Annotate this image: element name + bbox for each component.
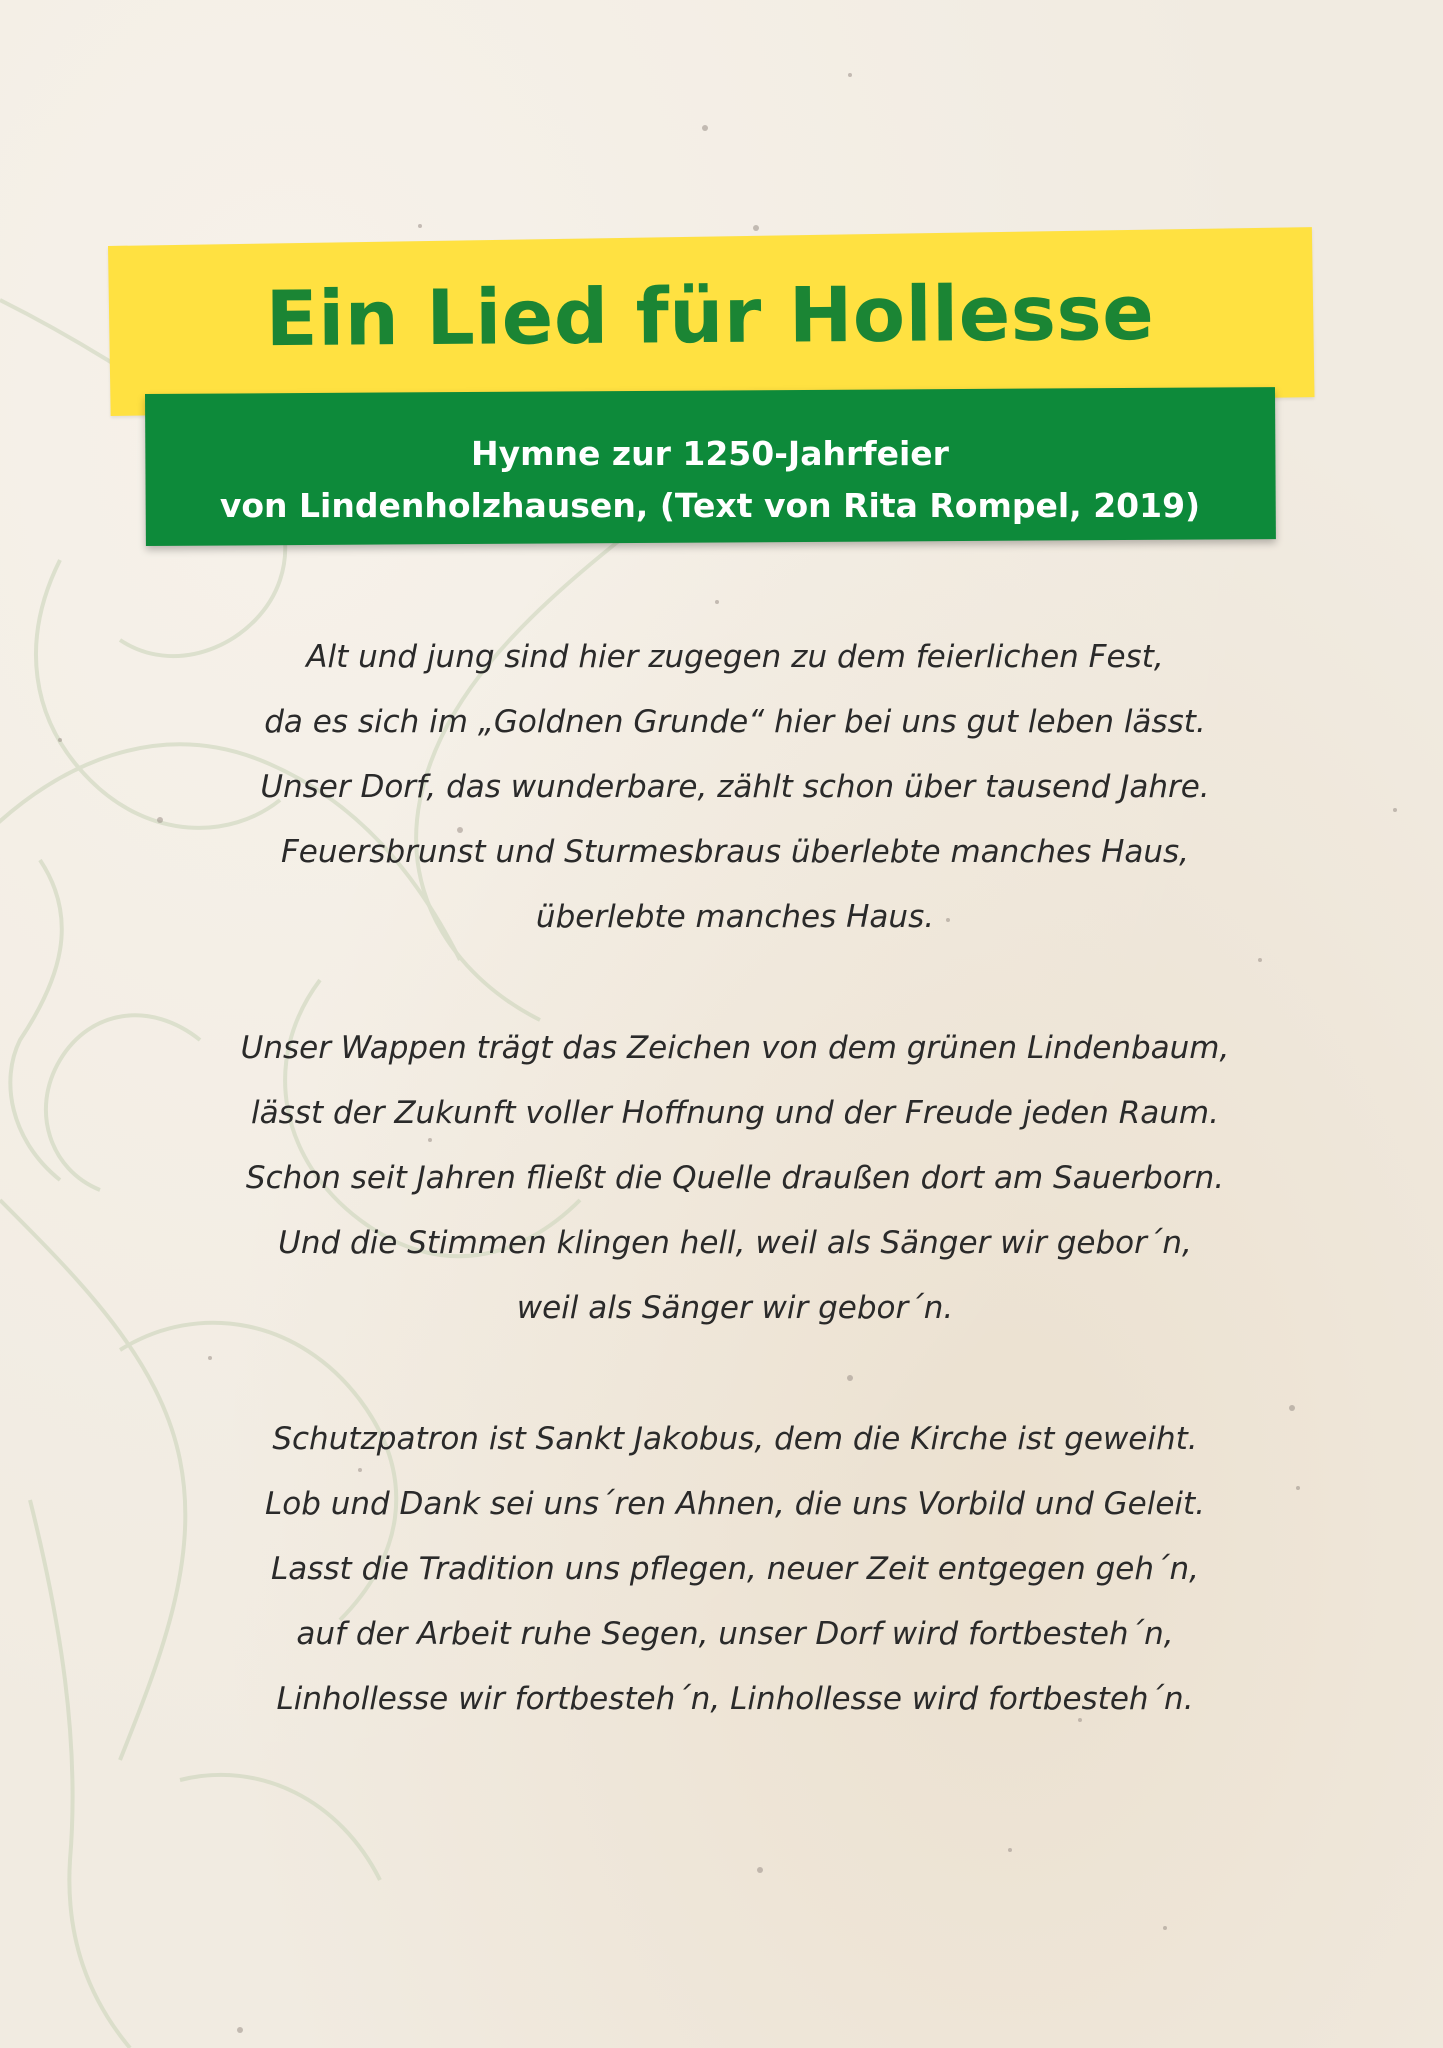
stanza-3 <box>120 1407 1350 1732</box>
lyric-line: lässt der Zukunft voller Hoffnung und der Freude jeden Raum. <box>251 1095 1219 1131</box>
subtitle-line: von Lindenholzhausen, (Text von Rita Rompel, 2019) <box>219 486 1201 525</box>
lyric-line: da es sich im „Goldnen Grunde“ hier bei uns gut leben lässt. <box>264 704 1206 740</box>
subtitle <box>145 428 1275 532</box>
lyrics <box>120 625 1350 1798</box>
lyric-line: Lob und Dank sei uns´ren Ahnen, die uns Vorbild und Geleit. <box>264 1486 1206 1522</box>
lyric-line: Und die Stimmen klingen hell, weil als Sänger wir gebor´n, <box>278 1225 1192 1261</box>
stanza-2 <box>120 1016 1350 1341</box>
lyric-line: Alt und jung sind hier zugegen zu dem feierlichen Fest, <box>306 639 1164 675</box>
stanza-1 <box>120 625 1350 950</box>
lyric-line: weil als Sänger wir gebor´n. <box>516 1290 954 1326</box>
page-title: Ein Lied für Hollesse <box>265 267 1155 364</box>
lyric-line: Linhollesse wir fortbesteh´n, Linhollesse wird fortbesteh´n. <box>276 1681 1194 1717</box>
lyric-line: Unser Wappen trägt das Zeichen von dem grünen Lindenbaum, <box>240 1030 1230 1066</box>
lyric-line: Lasst die Tradition uns pflegen, neuer Zeit entgegen geh´n, <box>270 1551 1200 1587</box>
lyric-line: Feuersbrunst und Sturmesbraus überlebte manches Haus, <box>280 834 1190 870</box>
subtitle-line: Hymne zur 1250-Jahrfeier <box>471 434 949 473</box>
lyric-line: Unser Dorf, das wunderbare, zählt schon über tausend Jahre. <box>260 769 1210 805</box>
lyric-line: Schutzpatron ist Sankt Jakobus, dem die Kirche ist geweiht. <box>272 1421 1198 1457</box>
lyric-line: überlebte manches Haus. <box>535 899 935 935</box>
lyric-line: auf der Arbeit ruhe Segen, unser Dorf wird fortbesteh´n, <box>296 1616 1174 1652</box>
lyric-line: Schon seit Jahren fließt die Quelle draußen dort am Sauerborn. <box>245 1160 1225 1196</box>
